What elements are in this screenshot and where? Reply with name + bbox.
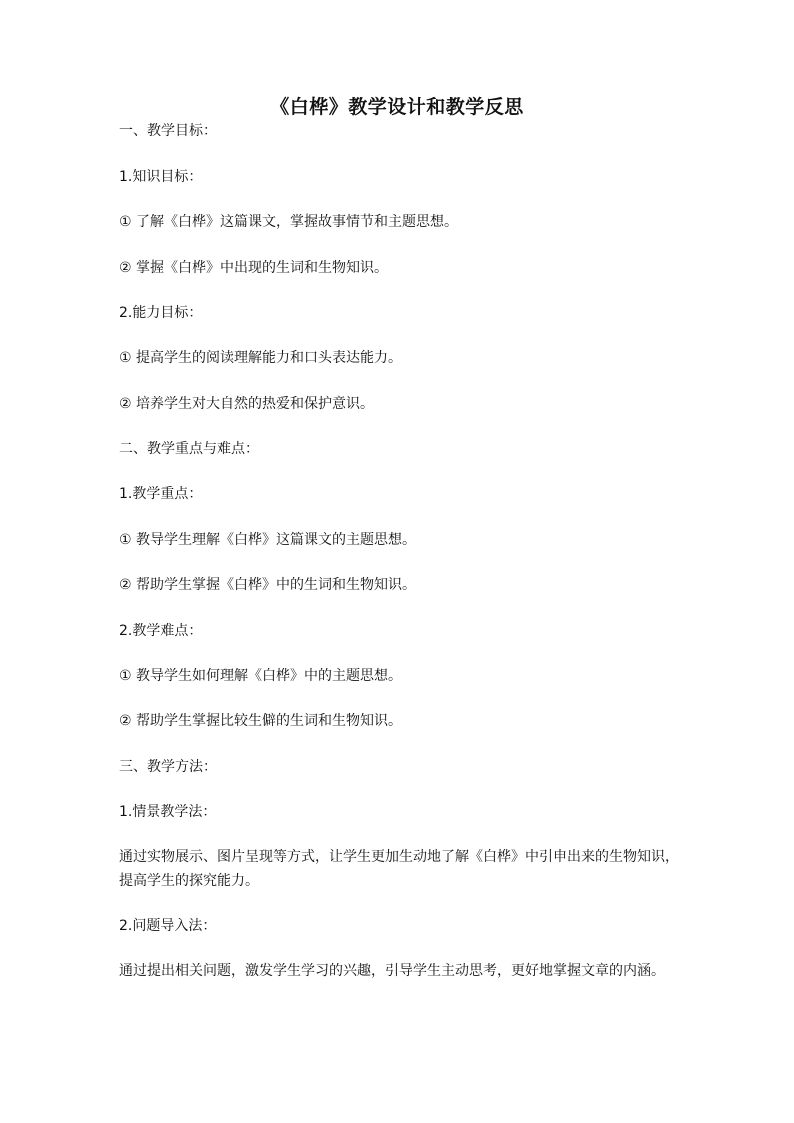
document-title: 《白桦》教学设计和教学反思	[270, 96, 524, 118]
subheading-key-points: 1.教学重点：	[119, 486, 203, 502]
section-heading-objectives: 一、教学目标：	[119, 123, 217, 139]
section-heading-methods: 三、教学方法：	[119, 759, 217, 775]
subheading-question-method: 2.问题导入法：	[119, 918, 217, 934]
paragraph-question-method: 通过提出相关问题，激发学生学习的兴趣，引导学生主动思考，更好地掌握文章的内涵。	[119, 963, 665, 979]
list-item: ② 帮助学生掌握《白桦》中的生词和生物知识。	[119, 577, 416, 593]
paragraph-situational-method: 通过实物展示、图片呈现等方式，让学生更加生动地了解《白桦》中引申出来的生物知识，提高学生的探究能力。	[119, 849, 679, 889]
list-item: ② 掌握《白桦》中出现的生词和生物知识。	[119, 260, 388, 276]
subheading-situational-method: 1.情景教学法：	[119, 804, 217, 820]
section-heading-key-points: 二、教学重点与难点：	[119, 441, 259, 457]
list-item: ① 提高学生的阅读理解能力和口头表达能力。	[119, 350, 402, 366]
list-item: ② 帮助学生掌握比较生僻的生词和生物知识。	[119, 713, 402, 729]
subheading-ability-objectives: 2.能力目标：	[119, 305, 203, 321]
list-item: ① 教导学生理解《白桦》这篇课文的主题思想。	[119, 532, 416, 548]
list-item: ② 培养学生对大自然的热爱和保护意识。	[119, 396, 374, 412]
list-item: ① 了解《白桦》这篇课文，掌握故事情节和主题思想。	[119, 214, 458, 230]
list-item: ① 教导学生如何理解《白桦》中的主题思想。	[119, 668, 402, 684]
subheading-difficulties: 2.教学难点：	[119, 623, 203, 639]
subheading-knowledge-objectives: 1.知识目标：	[119, 169, 203, 185]
